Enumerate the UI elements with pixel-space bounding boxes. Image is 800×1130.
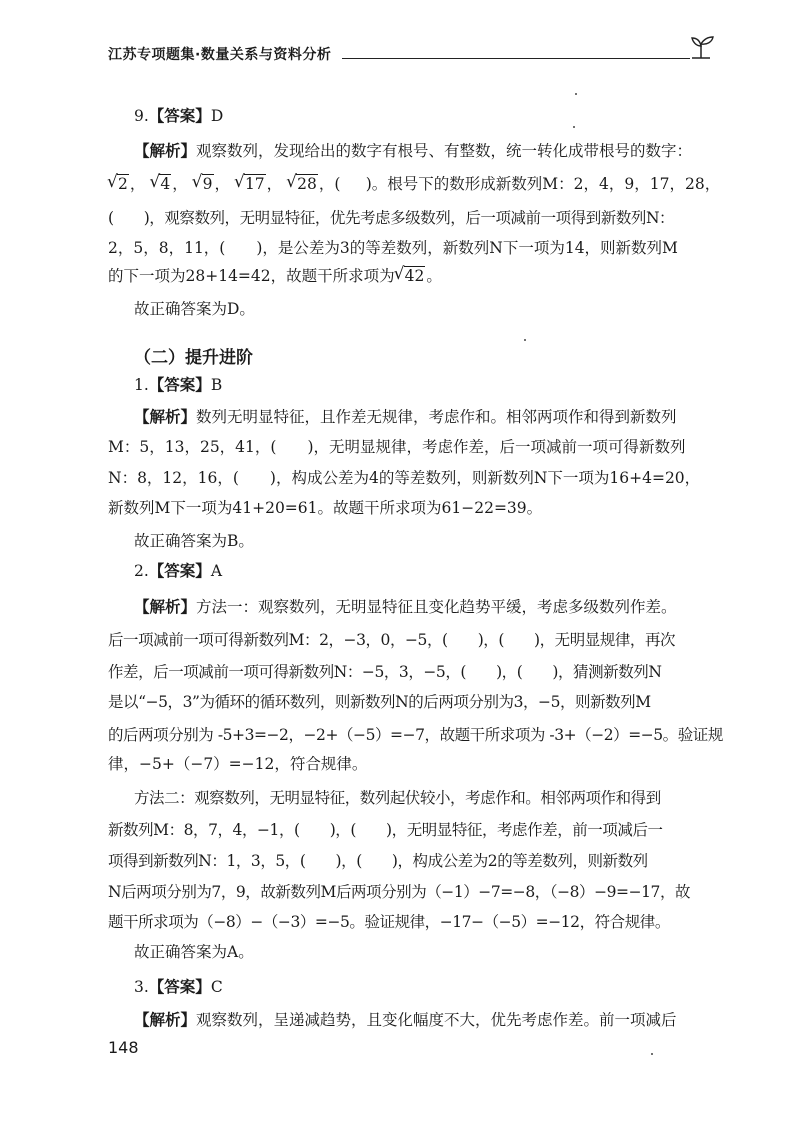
sprout-icon (688, 33, 716, 63)
q9-analysis-line-5: 的下一项为28+14=42，故题干所求项为√ 42 。 (108, 266, 442, 286)
answer-tag: 【答案】 (148, 562, 211, 580)
q2-method2-line-1: 方法二：观察数列，无明显特征，数列起伏较小，考虑作和。相邻两项作和得到 (134, 789, 661, 807)
q9-answer: D (210, 107, 224, 125)
analysis-tag: 【解析】 (134, 598, 197, 616)
q1-answer-line: 1.【答案】B (134, 376, 223, 394)
q9-analysis-line-3: ( )，观察数列，无明显特征，优先考虑多级数列，后一项减前一项得到新数列N： (108, 209, 675, 227)
scan-speck (524, 339, 526, 341)
q1-analysis-line-4: 新数列M下一项为41+20=61。故题干所求项为61−22=39。 (108, 499, 543, 517)
sqrt-2: √ 2 (108, 174, 129, 194)
q2-answer: A (210, 562, 223, 580)
analysis-tag: 【解析】 (134, 408, 197, 426)
q2-analysis-line-2: 后一项减前一项可得新数列M：2，−3，0，−5，( )，( )，无明显规律，再次 (108, 631, 676, 649)
scan-speck (573, 126, 575, 128)
answer-tag: 【答案】 (148, 978, 211, 996)
q2-analysis-line-3: 作差，后一项减前一项可得新数列N：−5，3，−5，( )，( )，猜测新数列N (108, 663, 662, 681)
q1-analysis-line-2: M：5，13，25，41，( )，无明显规律，考虑作差，后一项减前一项可得新数列 (108, 438, 686, 456)
q2-method2-line-3: 项得到新数列N：1，3，5，( )，( )，构成公差为2的等差数列，则新数列 (108, 852, 648, 870)
q9-answer-line (134, 106, 223, 126)
sqrt-17: √ 17 (235, 174, 266, 194)
header-rule (342, 58, 690, 59)
q9-analysis-line-4: 2，5，8，11，( )，是公差为3的等差数列，新数列N下一项为14，则新数列M (108, 239, 678, 257)
sqrt-28: √ 28 (287, 174, 318, 194)
answer-tag: 【答案】 (148, 376, 211, 394)
q9-number: 9. (134, 107, 149, 125)
q9-analysis-line-2: √ 2 ， √ 4 ， √ 9 ， √ 17 ， √ 28 ，( )。根号下的数形成新数列M：2，4，9，17，28， (108, 174, 720, 194)
q1-conclusion: 故正确答案为B。 (134, 532, 254, 550)
page-number: 148 (108, 1038, 139, 1057)
answer-tag: 【答案】 (148, 107, 211, 125)
running-header: 江苏专项题集·数量关系与资料分析 (108, 47, 332, 63)
analysis-tag: 【解析】 (134, 1011, 197, 1029)
q9-conclusion: 故正确答案为D。 (134, 300, 255, 318)
q1-answer: B (210, 376, 223, 394)
q2-conclusion: 故正确答案为A。 (134, 943, 254, 961)
q3-answer-line: 3.【答案】C (134, 978, 223, 996)
sqrt-4: √ 4 (150, 174, 171, 194)
q3-analysis-line-1: 【解析】观察数列，呈递减趋势，且变化幅度不大，优先考虑作差。前一项减后 (134, 1011, 677, 1029)
q9-analysis-line-1: 【解析】观察数列，发现给出的数字有根号、有整数，统一转化成带根号的数字： (134, 142, 693, 160)
sqrt-9: √ 9 (193, 174, 214, 194)
q1-analysis-line-3: N：8，12，16，( )，构成公差为4的等差数列，则新数列N下一项为16+4=20， (108, 469, 701, 487)
q1-analysis-line-1: 【解析】数列无明显特征，且作差无规律，考虑作和。相邻两项作和得到新数列 (134, 408, 677, 426)
section-title: （二）提升进阶 (134, 348, 253, 368)
scan-speck (575, 93, 577, 95)
q2-method2-line-5: 题干所求项为（−8）−（−3）=−5。验证规律，−17−（−5）=−12，符合规律。 (108, 913, 670, 931)
q2-analysis-line-1: 【解析】方法一：观察数列，无明显特征且变化趋势平缓，考虑多级数列作差。 (134, 598, 677, 616)
q2-method2-line-2: 新数列M：8，7，4，−1，( )，( )，无明显特征，考虑作差，前一项减后一 (108, 821, 663, 839)
q2-method2-line-4: N后两项分别为7，9，故新数列M后两项分别为（−1）−7=−8，（−8）−9=−17，故 (108, 883, 691, 901)
q2-analysis-line-4: 是以“−5，3”为循环的循环数列，则新数列N的后两项分别为3，−5，则新数列M (108, 693, 651, 711)
q2-analysis-line-6: 律，−5+（−7）=−12，符合规律。 (108, 755, 368, 773)
q2-answer-line: 2.【答案】A (134, 562, 223, 580)
sqrt-42: √ 42 (395, 266, 426, 286)
q3-answer: C (210, 978, 223, 996)
q2-analysis-line-5: 的后两项分别为 -5+3=−2，−2+（−5）=−7，故题干所求项为 -3+（−2）=−5。验证规 (108, 726, 723, 744)
scan-speck (651, 1053, 653, 1055)
analysis-tag: 【解析】 (134, 142, 197, 160)
